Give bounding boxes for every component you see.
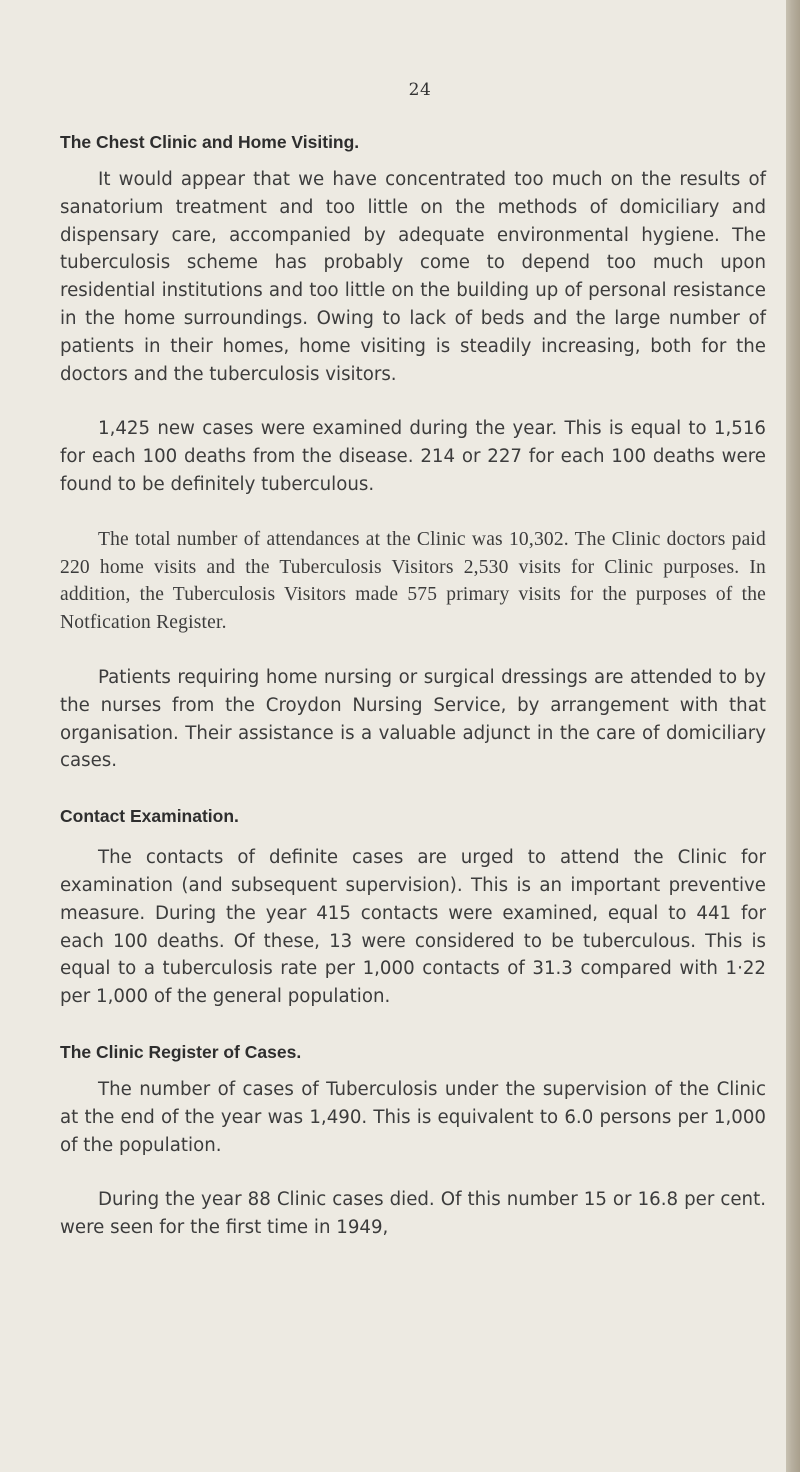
paragraph-domiciliary-care: It would appear that we have concentrated too much on the results of sanatorium treatment and too little on the methods of domiciliary and dispensary care, accompanied by adequate environmental hygiene. The tuberculosis scheme has probably come to depend too much upon residential institutions and too little on the building up of personal resistance in the home surroundings. Owing to lack of beds and the large number of patients in their homes, home visiting is steadily increasing, both for the doctors and the tuberculosis visitors. [60,169,766,385]
section-title-contact-examination: Contact Examination. [60,806,239,827]
page-content [60,128,766,1269]
section-title-clinic-register: The Clinic Register of Cases. [60,1041,302,1062]
paragraph-clinic-deaths: During the year 88 Clinic cases died. Of this number 15 or 16.8 per cent. were seen for the first time in 1949, [60,1189,766,1239]
paragraph-contacts: The contacts of definite cases are urged to attend the Clinic for examination (and subsequent supervision). This is an important preventive measure. During the year 415 contacts were examined, equal to 441 for each 100 deaths. Of these, 13 were considered to be tuberculous. This is equal to a tuberculosis rate per 1,000 contacts of 31.3 compared with 1·22 per 1,000 of the general population. [60,847,766,1008]
paragraph-home-nursing: Patients requiring home nursing or surgical dressings are attended to by the nurses from the Croydon Nursing Service, by arrangement with that organisation. Their assistance is a valuable adjunct in the care of domiciliary cases. [60,666,766,772]
paragraph-new-cases: 1,425 new cases were examined during the year. This is equal to 1,516 for each 100 deaths from the disease. 214 or 227 for each 100 deaths were found to be definitely tuberculous. [60,418,766,495]
page-edge-shadow [786,0,800,1472]
paragraph-attendances: The total number of attendances at the Clinic was 10,302. The Clinic doctors paid 220 home visits and the Tuberculosis Visitors 2,530 visits for Clinic purposes. In addition, the Tuberculosis Visitors made 575 primary visits for the purposes of the Notfication Register. [60,528,766,634]
section-title-chest-clinic: The Chest Clinic and Home Visiting. [60,132,360,152]
paragraph-register-count: The number of cases of Tuberculosis under the supervision of the Clinic at the end of the year was 1,490. This is equivalent to 6.0 persons per 1,000 of the population. [60,1078,766,1156]
page-number: 24 [408,80,432,100]
